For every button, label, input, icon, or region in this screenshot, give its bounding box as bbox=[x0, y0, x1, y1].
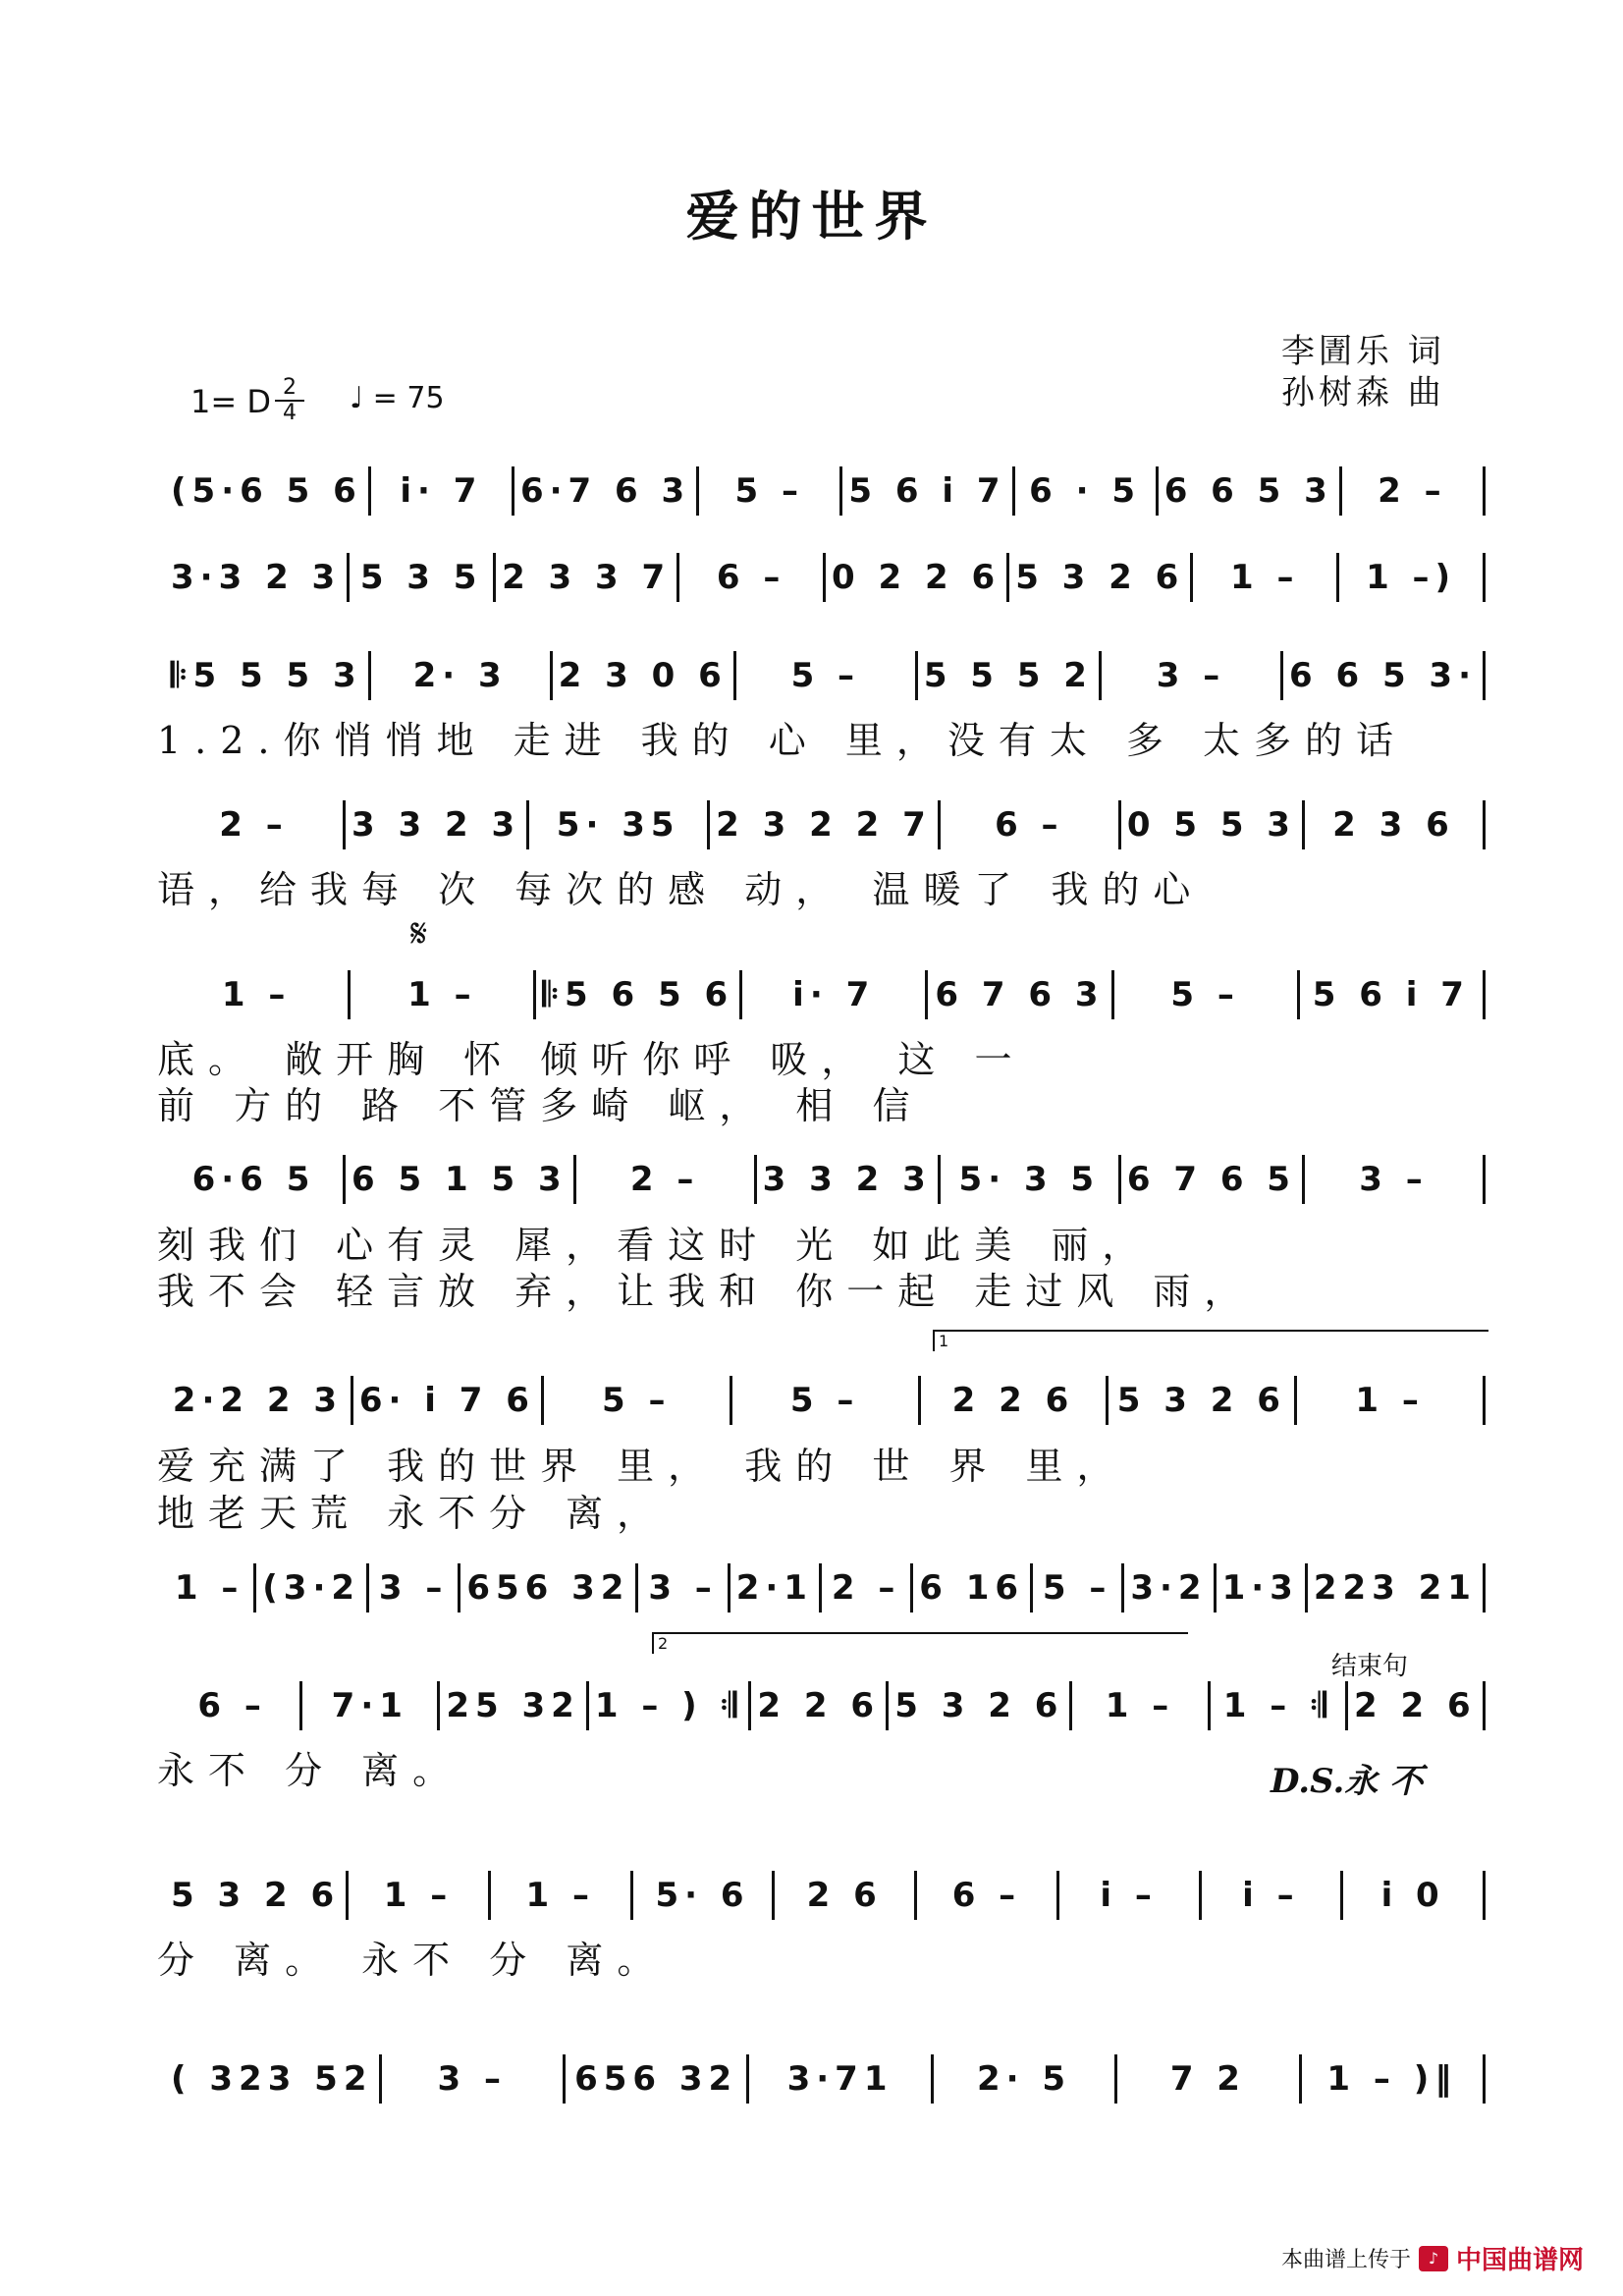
measure-notes: 6 – bbox=[716, 558, 786, 597]
measure-notes: 5 3 2 6 bbox=[171, 1876, 341, 1915]
measure bbox=[544, 1376, 732, 1425]
measure-notes: 6 – bbox=[197, 1686, 267, 1725]
measure-notes: 5 3 2 6 bbox=[1015, 558, 1185, 597]
measure bbox=[710, 800, 941, 849]
measure bbox=[346, 1155, 576, 1204]
measure-notes: 2 3 6 bbox=[1332, 805, 1455, 845]
measure-notes: 0 2 2 6 bbox=[832, 558, 1001, 597]
measure-notes: 5 3 2 6 bbox=[1116, 1381, 1286, 1420]
measure-notes: 2 2 6 bbox=[951, 1381, 1075, 1420]
lyric-line: 爱充满了 我的世界 里， 我的 世 界 里， bbox=[157, 1445, 1128, 1488]
measure-notes: 2 3 2 2 7 bbox=[716, 805, 932, 845]
measure-notes: 1 – bbox=[1355, 1381, 1425, 1420]
measure bbox=[566, 2054, 749, 2104]
measure bbox=[918, 651, 1102, 700]
lyric-line: 前 方的 路 不管多崎 岖， 相 信 bbox=[157, 1084, 924, 1127]
measure bbox=[1109, 1376, 1297, 1425]
measure bbox=[928, 970, 1113, 1019]
measure bbox=[1202, 1871, 1344, 1920]
measure bbox=[1193, 553, 1339, 602]
measure bbox=[732, 1376, 921, 1425]
measure bbox=[165, 466, 371, 516]
measure bbox=[491, 1871, 633, 1920]
measure-notes: 1 – bbox=[525, 1876, 595, 1915]
measure bbox=[1342, 466, 1486, 516]
coda-label: 结束句 bbox=[1331, 1652, 1409, 1681]
lyric-line: 1.2.你悄悄地 走进 我的 心 里，没有太 多 太多的话 bbox=[157, 719, 1407, 762]
measure bbox=[353, 1376, 544, 1425]
measure-notes: 6·7 6 3 bbox=[519, 471, 691, 511]
measure bbox=[496, 553, 679, 602]
measure bbox=[826, 553, 1009, 602]
measure-notes: 5 – bbox=[1170, 975, 1240, 1014]
measure bbox=[165, 800, 346, 849]
music-system-6 bbox=[165, 1155, 1486, 1204]
measure bbox=[460, 1563, 638, 1613]
measure bbox=[349, 1871, 491, 1920]
measure-notes: 3 – bbox=[1359, 1160, 1429, 1199]
measure-notes: ( 323 52 bbox=[171, 2059, 373, 2099]
measure bbox=[165, 1155, 346, 1204]
measure-notes: i – bbox=[1242, 1876, 1300, 1915]
measure bbox=[165, 1871, 349, 1920]
measure-notes: 1 –) bbox=[1366, 558, 1457, 597]
measure bbox=[1211, 1681, 1348, 1730]
measure bbox=[921, 1376, 1109, 1425]
lyric-line: 地老天荒 永不分 离， bbox=[157, 1492, 669, 1535]
measure-notes: 6·6 5 bbox=[191, 1160, 316, 1199]
measure-notes: 5 – bbox=[734, 471, 805, 511]
music-system-3 bbox=[165, 651, 1486, 700]
measure bbox=[529, 800, 710, 849]
lyric-line: 底。 敞开胸 怀 倾听你呼 吸， 这 一 bbox=[157, 1038, 1026, 1081]
measure-notes: 2· 3 bbox=[412, 656, 508, 695]
measure bbox=[1217, 1563, 1308, 1613]
measure-notes: 2 2 6 bbox=[1354, 1686, 1477, 1725]
measure-notes: 6 6 5 3· bbox=[1288, 656, 1478, 695]
measure bbox=[165, 1376, 353, 1425]
measure bbox=[1297, 1376, 1486, 1425]
measure bbox=[749, 2054, 933, 2104]
measure bbox=[1015, 466, 1159, 516]
lyric-line: 语，给我每 次 每次的感 动， 温暖了 我的心 bbox=[157, 868, 1205, 911]
music-system-4 bbox=[165, 800, 1486, 849]
measure-notes: 6· i 7 6 bbox=[358, 1381, 535, 1420]
music-system-5 bbox=[165, 970, 1486, 1019]
measure-notes: 1 – bbox=[174, 1568, 244, 1608]
measure-notes: 656 32 bbox=[574, 2059, 738, 2099]
measure bbox=[371, 466, 514, 516]
measure-notes: 3 – bbox=[1156, 656, 1226, 695]
measure bbox=[1300, 970, 1486, 1019]
measure bbox=[1102, 651, 1283, 700]
measure-notes: 6 5 1 5 3 bbox=[352, 1160, 568, 1199]
measure bbox=[913, 1563, 1033, 1613]
measure bbox=[1302, 2054, 1486, 2104]
measure-notes: 25 32 bbox=[446, 1686, 580, 1725]
measure-notes: 1 – )‖ bbox=[1326, 2059, 1458, 2099]
measure-notes: 𝄆5 6 5 6 bbox=[542, 975, 734, 1014]
measure-notes: 2 2 6 bbox=[757, 1686, 880, 1725]
measure bbox=[165, 1681, 302, 1730]
measure bbox=[382, 2054, 566, 2104]
time-signature bbox=[275, 377, 304, 424]
measure-notes: 5 – bbox=[602, 1381, 672, 1420]
measure-notes: 0 5 5 3 bbox=[1126, 805, 1296, 845]
tempo-marking: ♩ = 75 bbox=[350, 381, 445, 415]
measure-notes: 6 · 5 bbox=[1029, 471, 1142, 511]
measure-notes: 2·1 bbox=[735, 1568, 813, 1608]
key-signature: 1= D bbox=[190, 383, 271, 420]
segno-sign: 𝄋 bbox=[410, 911, 428, 957]
measure bbox=[576, 1155, 757, 1204]
measure bbox=[1059, 1871, 1202, 1920]
measure-notes: 2 3 0 6 bbox=[558, 656, 728, 695]
measure bbox=[350, 553, 496, 602]
measure bbox=[1305, 1155, 1486, 1204]
measure bbox=[1009, 553, 1193, 602]
measure bbox=[369, 1563, 460, 1613]
composer-credit: 孙树森 曲 bbox=[1281, 373, 1445, 412]
measure bbox=[1348, 1681, 1486, 1730]
measure bbox=[371, 651, 553, 700]
measure-notes: 5 5 5 2 bbox=[923, 656, 1093, 695]
measure-notes: 2 3 3 7 bbox=[502, 558, 672, 597]
volta-1: 1 bbox=[933, 1330, 1488, 1351]
measure bbox=[165, 2054, 382, 2104]
measure-notes: i 0 bbox=[1380, 1876, 1445, 1915]
measure bbox=[730, 1563, 822, 1613]
measure-notes: 5 3 2 6 bbox=[894, 1686, 1064, 1725]
measure bbox=[165, 651, 371, 700]
measure bbox=[699, 466, 842, 516]
measure-notes: 2 6 bbox=[806, 1876, 883, 1915]
time-signature-bottom: 4 bbox=[283, 401, 297, 425]
measure bbox=[736, 651, 918, 700]
music-system-8 bbox=[165, 1563, 1486, 1613]
measure bbox=[165, 1563, 256, 1613]
measure-notes: 1 – bbox=[407, 975, 477, 1014]
music-system-7 bbox=[165, 1376, 1486, 1425]
footer-watermark bbox=[1281, 2240, 1584, 2276]
measure-notes: 6 6 5 3 bbox=[1163, 471, 1333, 511]
measure-notes: 1·3 bbox=[1221, 1568, 1299, 1608]
measure-notes: 2· 5 bbox=[976, 2059, 1072, 2099]
measure-notes: 3 – bbox=[648, 1568, 718, 1608]
measure-notes: (3·2 bbox=[262, 1568, 361, 1608]
measure-notes: i· 7 bbox=[792, 975, 876, 1014]
measure-notes: 223 21 bbox=[1313, 1568, 1477, 1608]
ds-label: D.S.永 不 bbox=[1271, 1762, 1424, 1801]
measure-notes: 5 – bbox=[789, 1381, 860, 1420]
lyric-line: 永不 分 离。 bbox=[157, 1749, 464, 1792]
measure-notes: 2 – bbox=[831, 1568, 901, 1608]
volta-2: 2 bbox=[652, 1632, 1188, 1654]
measure-notes: 3 3 2 3 bbox=[762, 1160, 932, 1199]
measure bbox=[536, 970, 742, 1019]
measure bbox=[889, 1681, 1072, 1730]
measure bbox=[346, 800, 529, 849]
measure bbox=[941, 800, 1121, 849]
site-logo-icon: ♪ bbox=[1419, 2246, 1448, 2271]
measure bbox=[553, 651, 736, 700]
measure-notes: 2 – bbox=[1378, 471, 1447, 511]
measure-notes: 𝄆5 5 5 3 bbox=[171, 656, 362, 695]
measure bbox=[589, 1681, 751, 1730]
measure bbox=[1072, 1681, 1210, 1730]
measure bbox=[751, 1681, 889, 1730]
measure bbox=[757, 1155, 941, 1204]
measure bbox=[1283, 651, 1486, 700]
measure bbox=[917, 1871, 1059, 1920]
measure-notes: 6 – bbox=[951, 1876, 1022, 1915]
measure bbox=[775, 1871, 917, 1920]
measure bbox=[934, 2054, 1117, 2104]
measure-notes: 5 – bbox=[1042, 1568, 1112, 1608]
measure bbox=[1121, 1155, 1305, 1204]
lyric-line: 刻我们 心有灵 犀，看这时 光 如此美 丽， bbox=[157, 1224, 1154, 1267]
measure-notes: 5· 3 5 bbox=[958, 1160, 1101, 1199]
measure-notes: 5 6 i 7 bbox=[848, 471, 1006, 511]
measure-notes: 1 – bbox=[383, 1876, 454, 1915]
measure-notes: 3·71 bbox=[786, 2059, 893, 2099]
measure bbox=[1124, 1563, 1216, 1613]
measure-notes: 6 7 6 5 bbox=[1126, 1160, 1296, 1199]
measure-notes: i – bbox=[1100, 1876, 1158, 1915]
measure bbox=[1343, 1871, 1486, 1920]
measure-notes: 3 – bbox=[437, 2059, 507, 2099]
measure-notes: 1 – 𝄇 bbox=[1222, 1686, 1332, 1725]
measure-notes: 2 – bbox=[219, 805, 289, 845]
measure bbox=[165, 970, 351, 1019]
measure-notes: 3 – bbox=[378, 1568, 449, 1608]
music-system-1 bbox=[165, 466, 1486, 516]
music-system-9 bbox=[165, 1681, 1486, 1730]
measure bbox=[1339, 553, 1486, 602]
footer-uploaded-text: 本曲谱上传于 bbox=[1280, 2248, 1411, 2272]
measure-notes: 2 – bbox=[629, 1160, 700, 1199]
measure bbox=[165, 553, 350, 602]
measure-notes: 1 – bbox=[1230, 558, 1300, 597]
measure-notes: (5·6 5 6 bbox=[171, 471, 362, 511]
measure bbox=[638, 1563, 730, 1613]
measure-notes: 1 – bbox=[1105, 1686, 1175, 1725]
measure-notes: 1 – ) 𝄇 bbox=[594, 1686, 743, 1725]
measure bbox=[1121, 800, 1305, 849]
measure bbox=[679, 553, 826, 602]
measure bbox=[633, 1871, 776, 1920]
music-system-2 bbox=[165, 553, 1486, 602]
site-name: 中国曲谱网 bbox=[1455, 2246, 1584, 2275]
time-signature-top: 2 bbox=[283, 375, 297, 400]
measure-notes: 6 16 bbox=[919, 1568, 1025, 1608]
measure-notes: 6 7 6 3 bbox=[935, 975, 1105, 1014]
measure-notes: 3 3 2 3 bbox=[352, 805, 521, 845]
measure bbox=[1305, 800, 1486, 849]
lyric-line: 我不会 轻言放 弃，让我和 你一起 走过风 雨， bbox=[157, 1270, 1256, 1313]
measure bbox=[941, 1155, 1121, 1204]
measure bbox=[742, 970, 928, 1019]
measure bbox=[1308, 1563, 1486, 1613]
measure-notes: 7 2 bbox=[1169, 2059, 1246, 2099]
measure bbox=[1033, 1563, 1124, 1613]
measure-notes: 1 – bbox=[221, 975, 292, 1014]
measure bbox=[822, 1563, 913, 1613]
measure-notes: 3·3 2 3 bbox=[171, 558, 342, 597]
measure bbox=[842, 466, 1014, 516]
measure-notes: 5· 6 bbox=[655, 1876, 750, 1915]
measure bbox=[514, 466, 699, 516]
lyricist-credit: 李圊乐 词 bbox=[1281, 332, 1445, 371]
page-title: 爱的世界 bbox=[685, 185, 938, 247]
measure bbox=[1114, 970, 1300, 1019]
measure-notes: 5· 35 bbox=[556, 805, 680, 845]
measure bbox=[302, 1681, 440, 1730]
music-system-10 bbox=[165, 1871, 1486, 1920]
measure bbox=[1159, 466, 1342, 516]
measure-notes: 3·2 bbox=[1130, 1568, 1208, 1608]
measure-notes: 2·2 2 3 bbox=[172, 1381, 344, 1420]
measure-notes: 6 – bbox=[995, 805, 1064, 845]
measure bbox=[1117, 2054, 1301, 2104]
measure-notes: 5 3 5 bbox=[359, 558, 483, 597]
measure bbox=[256, 1563, 369, 1613]
lyric-line: 分 离。 永不 分 离。 bbox=[157, 1939, 669, 1982]
measure bbox=[440, 1681, 588, 1730]
music-system-11 bbox=[165, 2054, 1486, 2104]
measure bbox=[351, 970, 536, 1019]
measure-notes: 5 – bbox=[790, 656, 861, 695]
measure-notes: 5 6 i 7 bbox=[1312, 975, 1470, 1014]
measure-notes: 656 32 bbox=[466, 1568, 630, 1608]
measure-notes: 7·1 bbox=[331, 1686, 408, 1725]
measure-notes: i· 7 bbox=[400, 471, 483, 511]
